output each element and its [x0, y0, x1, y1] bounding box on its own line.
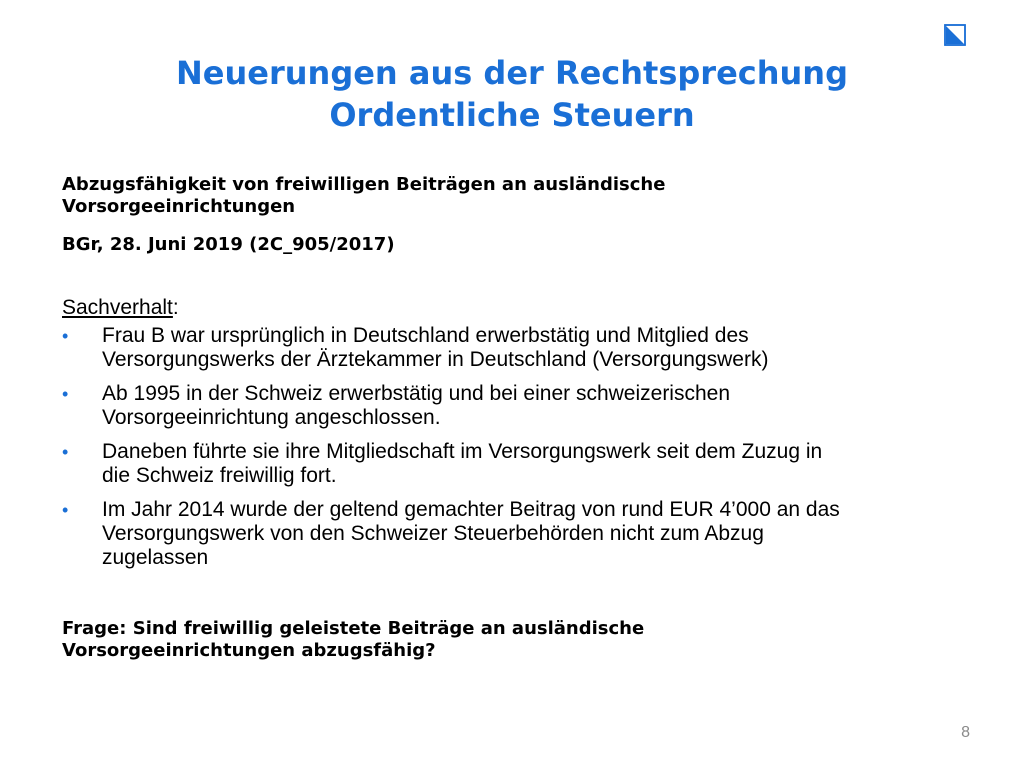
list-item — [62, 324, 982, 372]
court-reference: BGr, 28. Juni 2019 (2C_905/2017) — [62, 234, 395, 255]
canton-zurich-logo-icon — [944, 24, 966, 46]
slide-title — [40, 52, 984, 136]
list-item-line: die Schweiz freiwillig fort. — [102, 464, 337, 487]
list-item-line: Versorgungswerk von den Schweizer Steuerbehörden nicht zum Abzug — [102, 522, 764, 545]
list-item-line: Ab 1995 in der Schweiz erwerbstätig und bei einer schweizerischen — [102, 382, 731, 405]
list-item — [62, 440, 982, 488]
case-heading-line: Vorsorgeeinrichtungen — [62, 196, 296, 217]
list-item-line: Daneben führte sie ihre Mitgliedschaft im Versorgungswerk seit dem Zuzug in — [102, 440, 823, 463]
case-heading-line: Abzugsfähigkeit von freiwilligen Beiträgen an ausländische — [62, 174, 666, 195]
page-number: 8 — [961, 724, 970, 741]
section-label — [62, 296, 179, 320]
question-text — [62, 618, 644, 662]
list-item-line: zugelassen — [102, 546, 209, 569]
section-label-text: Sachverhalt — [62, 296, 173, 319]
list-item-line: Frau B war ursprünglich in Deutschland erwerbstätig und Mitglied des — [102, 324, 749, 347]
question-line: Frage: Sind freiwillig geleistete Beiträge an ausländische — [62, 618, 645, 639]
bullet-icon: • — [62, 384, 69, 404]
list-item-line: Versorgungswerks der Ärztekammer in Deutschland (Versorgungswerk) — [102, 348, 769, 371]
slide-title-line: Neuerungen aus der Rechtsprechung — [176, 54, 848, 92]
list-item-line: Im Jahr 2014 wurde der geltend gemachter Beitrag von rund EUR 4’000 an das — [102, 498, 840, 521]
bullet-icon: • — [62, 442, 69, 462]
list-item — [62, 382, 982, 430]
question-line: Vorsorgeeinrichtungen abzugsfähig? — [62, 640, 436, 661]
list-item — [62, 498, 982, 570]
slide-title-line: Ordentliche Steuern — [329, 96, 695, 134]
facts-list — [62, 324, 982, 580]
list-item-line: Vorsorgeeinrichtung angeschlossen. — [102, 406, 441, 429]
bullet-icon: • — [62, 500, 69, 520]
case-heading — [62, 174, 665, 218]
section-label-colon: : — [172, 296, 179, 319]
bullet-icon: • — [62, 326, 69, 346]
